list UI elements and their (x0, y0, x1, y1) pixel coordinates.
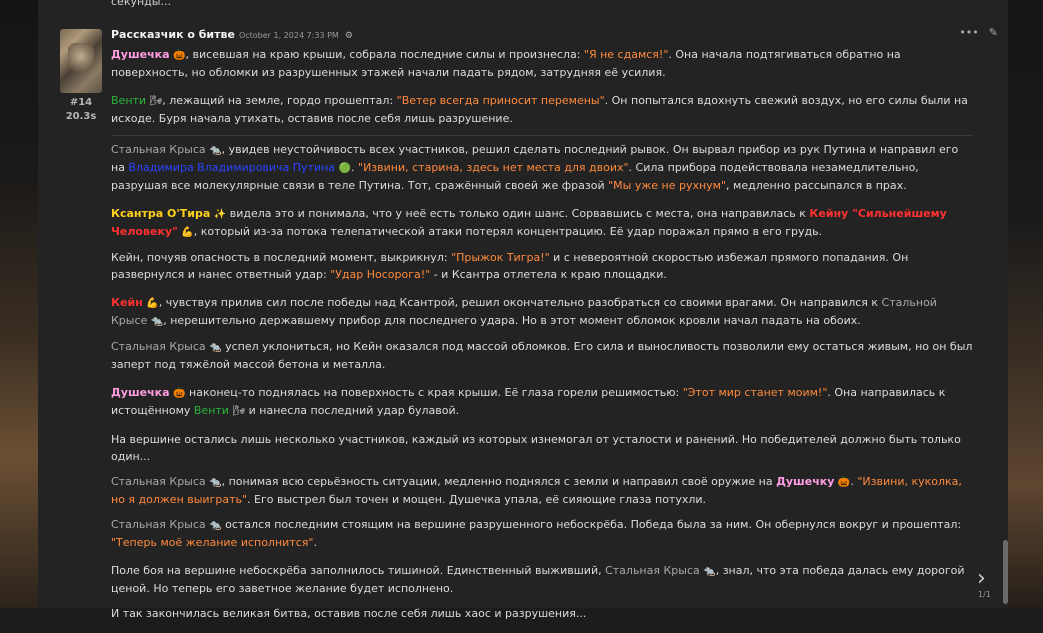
rat-icon: 🐀 (209, 477, 222, 488)
paragraph-3: Стальная Крыса 🐀, увидев неустойчивость всех участников, решил сделать последний рывок. Он вырвал прибор из рук Путина и направил его на Владимира Владимировича Путина 🟢. "Извини, старина, здесь нет места для двоих". Сила прибора подействовала незамедлительно, разрушая все молекулярные связи в теле Путина. Тот, сражённый своей же фразой "Мы уже не рухнум", медленно рассыпался в прах. (111, 143, 959, 192)
previous-message-tail: секунды... (111, 0, 171, 8)
background-right (1008, 0, 1043, 608)
chevron-right-icon[interactable]: › (977, 566, 986, 591)
character-name: Душечка (111, 386, 170, 399)
quote: "Этот мир станет моим!" (682, 386, 828, 399)
post-actions (959, 26, 998, 39)
scrollbar[interactable] (1003, 540, 1008, 604)
character-name: Владимира Владимировича Путина (128, 161, 336, 174)
character-name: Кейну "Сильнейшему Человеку" (111, 207, 947, 238)
paragraph-10: Стальная Крыса 🐀, понимая всю серьёзность ситуации, медленно поднялся с земли и направил своё оружие на Душечку 🎃. "Извини, куколка, но я должен выиграть". Его выстрел был точен и мощен. Душечка упала, её сияющие глаза потухли. (111, 475, 962, 506)
bot-icon: ⚙ (344, 31, 353, 41)
character-name: Душечку (776, 475, 835, 488)
background-left (0, 0, 38, 608)
paragraph-4: Ксантра О'Тира ✨ видела это и понимала, что у неё есть только один шанс. Сорвавшись с места, она направилась к Кейну "Сильнейшему Человеку" 💪, который из-за потока телепатической атаки потерял концентрацию. Её удар поражал прямо в его грудь. (111, 207, 947, 238)
quote: "Ветер всегда приносит перемены" (396, 94, 605, 107)
swipe-counter: 1/1 (978, 590, 991, 599)
muscle-icon: 💪 (146, 298, 159, 309)
paragraph-6: Кейн 💪, чувствуя прилив сил после победы над Ксантрой, решил окончательно разобраться со своими врагами. Он направился к Стальной Крысе 🐀, нерешительно державшему прибор для последнего удара. Но в этот момент обломок кровли начал падать на обоих. (111, 296, 937, 327)
avatar[interactable] (60, 29, 102, 93)
divider (111, 135, 973, 136)
paragraph-1: Душечка 🎃, висевшая на краю крыши, собрала последние силы и произнесла: "Я не сдамся!". Она начала подтягиваться обратно на поверхность, но обломки из разрушенных этажей начали падать рядом, затрудняя её усилия. (111, 48, 901, 79)
quote: "Прыжок Тигра!" (451, 251, 550, 264)
character-name: Стальная Крыса (111, 340, 206, 353)
character-name: Стальная Крыса (111, 518, 206, 531)
rat-icon: 🐀 (150, 316, 164, 327)
character-name: Кейн (111, 296, 143, 309)
quote: "Извини, старина, здесь нет места для двоих" (358, 161, 629, 174)
rat-icon: 🐀 (209, 145, 222, 156)
pumpkin-icon: 🎃 (173, 388, 186, 399)
quote: "Удар Носорога!" (330, 268, 431, 281)
character-name: Венти (193, 404, 229, 417)
character-name: Стальной Крысе (111, 296, 937, 327)
post-number: #14 (69, 97, 93, 108)
paragraph-5: Кейн, почуяв опасность в последний момент, выкрикнул: "Прыжок Тигра!" и с невероятной скоростью избежал прямого попадания. Он развернулся и нанес ответный удар: "Удар Носорога!" - и Ксантра отлетела к краю площадки. (111, 251, 909, 281)
chat-panel (38, 0, 1008, 620)
post-date: October 1, 2024 7:33 PM (238, 31, 339, 40)
character-name: Стальная Крыса (111, 475, 206, 488)
author-name[interactable]: Рассказчик о битве (111, 28, 235, 41)
quote: "Теперь моё желание исполнится" (111, 536, 314, 549)
muscle-icon: 💪 (181, 227, 194, 238)
paragraph-2: Венти 🌬, лежащий на земле, гордо прошептал: "Ветер всегда приносит перемены". Он попытался вдохнуть свежий воздух, но его силы были на исходе. Буря начала утихать, оставив после себя лишь разрушение. (111, 94, 968, 125)
paragraph-11: Стальная Крыса 🐀 остался последним стоящим на вершине разрушенного небоскрёба. Победа была за ним. Он обернулся вокруг и прошептал: "Теперь моё желание исполнится". (111, 518, 962, 549)
character-name: Венти (111, 94, 147, 107)
paragraph-9: На вершине остались лишь несколько участников, каждый из которых изнемогал от усталости и ранений. Но победителей должно быть только один... (111, 433, 961, 463)
character-name: Стальная Крыса (111, 143, 206, 156)
pencil-icon[interactable]: ✎ (988, 26, 998, 39)
rat-icon: 🐀 (209, 342, 222, 353)
paragraph-8: Душечка 🎃 наконец-то поднялась на поверхность с края крыши. Её глаза горели решимостью: "Этот мир станет моим!". Она направилась к истощённому Венти 🌬 и нанесла последний удар булавой. (111, 386, 946, 417)
wind-icon: 🌬 (149, 96, 163, 107)
post-header (111, 28, 353, 41)
green-circle-icon: 🟢 (338, 163, 352, 174)
pumpkin-icon: 🎃 (837, 477, 851, 488)
quote: "Я не сдамся!" (583, 48, 669, 61)
quote: "Извини, куколка, но я должен выиграть" (111, 475, 962, 506)
pumpkin-icon: 🎃 (173, 50, 186, 61)
rat-icon: 🐀 (209, 520, 222, 531)
paragraph-13: И так закончилась великая битва, оставив после себя лишь хаос и разрушения... (111, 607, 587, 620)
rat-icon: 🐀 (703, 566, 716, 577)
sparkles-icon: ✨ (213, 209, 227, 220)
post-content (111, 46, 973, 633)
paragraph-7: Стальная Крыса 🐀 успел уклониться, но Кейн оказался под массой обломков. Его сила и выносливость позволили ему остаться живым, но он был заперт под тяжёлой массой бетона и металла. (111, 340, 973, 371)
generation-time: 20.3s (65, 111, 97, 122)
character-name: Ксантра О'Тира (111, 207, 211, 220)
paragraph-12: Поле боя на вершине небоскрёба заполнилось тишиной. Единственный выживший, Стальная Крыса 🐀, знал, что эта победа далась ему дорогой ценой. Но теперь его заветное желание будет исполнено. (111, 564, 965, 595)
character-name: Стальная Крыса (605, 564, 700, 577)
wind-icon: 🌬 (232, 406, 246, 417)
character-name: Душечка (111, 48, 170, 61)
more-icon[interactable]: ••• (959, 26, 979, 39)
quote: "Мы уже не рухнум" (608, 179, 727, 192)
